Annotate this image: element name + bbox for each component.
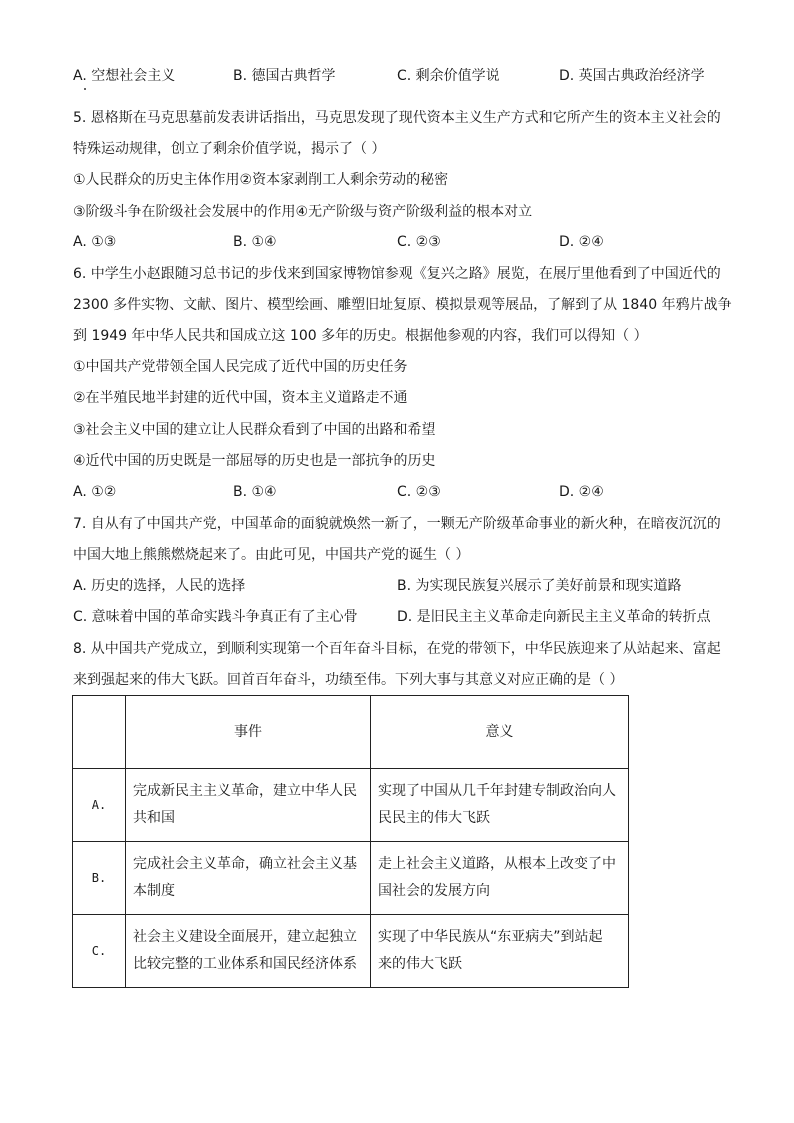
- q6-statement-2: ②在半殖民地半封建的近代中国，资本主义道路走不通: [73, 390, 408, 406]
- q4-option-b[interactable]: B. 德国古典哲学: [233, 68, 336, 84]
- meaning-text: 国社会的发展方向: [378, 883, 490, 899]
- q6-option-a[interactable]: A. ①②: [73, 484, 117, 500]
- event-text: 比较完整的工业体系和国民经济体系: [133, 956, 357, 972]
- q4-option-d[interactable]: D. 英国古典政治经济学: [559, 68, 705, 84]
- q4-option-c[interactable]: C. 剩余价值学说: [397, 68, 500, 84]
- q7-option-a[interactable]: A. 历史的选择，人民的选择: [73, 578, 246, 594]
- row-label-c[interactable]: C.: [73, 915, 126, 988]
- meaning-cell: [371, 769, 629, 842]
- q7-option-d[interactable]: D. 是旧民主主义革命走向新民主主义革命的转折点: [397, 609, 711, 625]
- table-row[interactable]: [73, 915, 629, 988]
- event-text: 完成新民主主义革命，建立中华人民: [133, 783, 357, 799]
- q7-option-c[interactable]: C. 意味着中国的革命实践斗争真正有了主心骨: [73, 609, 358, 625]
- q6-statement-1: ①中国共产党带领全国人民完成了近代中国的历史任务: [73, 359, 408, 375]
- meaning-text: 实现了中国从几千年封建专制政治向人: [378, 783, 616, 799]
- q7-stem-line-1: 7. 自从有了中国共产党，中国革命的面貌就焕然一新了，一颗无产阶级革命事业的新火种，在暗夜沉沉的: [73, 516, 721, 532]
- row-label-b[interactable]: B.: [73, 842, 126, 915]
- meaning-text: 实现了中华民族从“东亚病夫”到站起: [378, 929, 603, 945]
- q6-option-b[interactable]: B. ①④: [233, 484, 277, 500]
- q7-option-b[interactable]: B. 为实现民族复兴展示了美好前景和现实道路: [397, 578, 682, 594]
- q6-statement-4: ④近代中国的历史既是一部屈辱的历史也是一部抗争的历史: [73, 453, 436, 469]
- q7-stem-line-2: 中国大地上熊熊燃烧起来了。由此可见，中国共产党的诞生（ ）: [73, 547, 470, 563]
- meaning-text: 民民主的伟大飞跃: [378, 810, 490, 826]
- event-cell: [126, 842, 371, 915]
- table-row[interactable]: [73, 769, 629, 842]
- event-text: 社会主义建设全面展开，建立起独立: [133, 929, 357, 945]
- punctuation-dot: [84, 88, 86, 90]
- table-header-row: [73, 696, 629, 769]
- q5-statement-2: ③阶级斗争在阶级社会发展中的作用④无产阶级与资产阶级利益的根本对立: [73, 204, 533, 220]
- event-cell: [126, 915, 371, 988]
- q5-statement-1: ①人民群众的历史主体作用②资本家剥削工人剩余劳动的秘密: [73, 172, 449, 188]
- q5-option-d[interactable]: D. ②④: [559, 234, 604, 250]
- q5-option-a[interactable]: A. ①③: [73, 234, 117, 250]
- event-text: 共和国: [133, 810, 175, 826]
- q5-stem-line-1: 5. 恩格斯在马克思墓前发表讲话指出，马克思发现了现代资本主义生产方式和它所产生的资本主义社会的: [73, 110, 721, 126]
- q8-events-table: [72, 695, 629, 988]
- table-row[interactable]: [73, 842, 629, 915]
- event-text: 完成社会主义革命，确立社会主义基: [133, 856, 357, 872]
- q6-stem-line-2: 2300 多件实物、文献、图片、模型绘画、雕塑旧址复原、模拟景观等展品，了解到了从 1840 年鸦片战争: [73, 297, 732, 313]
- q4-option-a[interactable]: A. 空想社会主义: [73, 68, 176, 84]
- meaning-text: 来的伟大飞跃: [378, 956, 462, 972]
- table-header-blank: [73, 696, 126, 769]
- q6-statement-3: ③社会主义中国的建立让人民群众看到了中国的出路和希望: [73, 422, 436, 438]
- table-header-event: 事件: [126, 696, 371, 769]
- q5-stem-line-2: 特殊运动规律，创立了剩余价值学说，揭示了（ ）: [73, 141, 386, 157]
- table-header-meaning: 意义: [371, 696, 629, 769]
- q8-stem-line-1: 8. 从中国共产党成立，到顺利实现第一个百年奋斗目标，在党的带领下，中华民族迎来了从站起来、富起: [73, 641, 721, 657]
- q6-option-d[interactable]: D. ②④: [559, 484, 604, 500]
- event-cell: [126, 769, 371, 842]
- q8-stem-line-2: 来到强起来的伟大飞跃。回首百年奋斗，功绩至伟。下列大事与其意义对应正确的是（ ）: [73, 672, 624, 688]
- q6-option-c[interactable]: C. ②③: [397, 484, 441, 500]
- q6-stem-line-1: 6. 中学生小赵跟随习总书记的步伐来到国家博物馆参观《复兴之路》展览，在展厅里他看到了中国近代的: [73, 266, 721, 282]
- q5-option-b[interactable]: B. ①④: [233, 234, 277, 250]
- q5-option-c[interactable]: C. ②③: [397, 234, 441, 250]
- event-text: 本制度: [133, 883, 175, 899]
- meaning-text: 走上社会主义道路，从根本上改变了中: [378, 856, 616, 872]
- meaning-cell: [371, 915, 629, 988]
- q6-stem-line-3: 到 1949 年中华人民共和国成立这 100 多年的历史。根据他参观的内容，我们可以得知（ ）: [73, 328, 648, 344]
- row-label-a[interactable]: A.: [73, 769, 126, 842]
- meaning-cell: [371, 842, 629, 915]
